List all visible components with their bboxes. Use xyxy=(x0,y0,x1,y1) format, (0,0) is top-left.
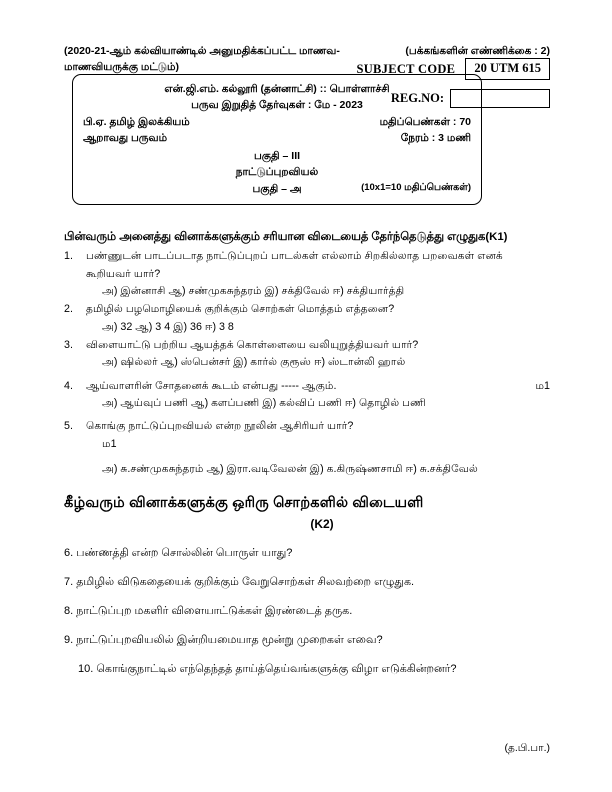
question-item xyxy=(64,301,550,318)
subject-title: நாட்டுப்புறவியல் xyxy=(235,166,319,179)
question-text: கொங்கு நாட்டுப்புறவியல் என்ற நூலின் ஆசிரியர் யார்? xyxy=(86,420,354,433)
page-count-label: (பக்கங்களின் எண்ணிக்கை : 2) xyxy=(405,45,550,57)
semester-name: ஆறாவது பருவம் xyxy=(83,131,168,144)
question-text: தமிழில் பழமொழியைக் குறிக்கும் சொற்கள் மொத்தம் எத்தனை? xyxy=(86,303,395,316)
question-body xyxy=(64,228,550,678)
question-options: அ) ஆய்வுப் பணி ஆ) களப்பணி இ) கல்விப் பணி ஈ) தொழில் பணி xyxy=(102,397,427,410)
question-mark: ம1 xyxy=(535,379,550,392)
question-options: அ) ஷில்லர் ஆ) ஸ்பென்சர் இ) கார்ல் குரூஸ் ஈ) ஸ்டான்லி ஹால் xyxy=(102,356,406,369)
question-text: ஆய்வாளரின் சோதனைக் கூடம் என்பது ----- ஆகும். xyxy=(86,379,337,392)
question-number: 1. xyxy=(64,250,73,263)
question-item xyxy=(64,418,550,435)
college-name: என்.ஜி.எம். கல்லூரி (தன்னாட்சி) :: பொள்ளாச்சி xyxy=(164,83,390,95)
question-options: அ) 32 ஆ) 3 4 இ) 36 ஈ) 3 8 xyxy=(102,320,234,333)
question-mark: ம1 xyxy=(102,437,117,450)
section-label: பகுதி – அ xyxy=(252,182,302,195)
question-item: 10. கொங்குநாட்டில் எந்தெந்தத் தாய்த்தெய்வங்களுக்கு விழா எடுக்கின்றனர்? xyxy=(78,662,457,675)
section-label-row xyxy=(83,181,471,197)
exam-session: பருவ இறுதித் தேர்வுகள் : மே - 2023 xyxy=(191,99,363,112)
question-item xyxy=(64,378,550,395)
question-number: 4. xyxy=(64,379,73,392)
question-item xyxy=(64,248,550,283)
question-number: 5. xyxy=(64,420,73,433)
question-text: பண்ணுடன் பாடப்படாத நாட்டுப்புறப் பாடல்கள் எல்லாம் சிறகில்லாத பறவைகள் எனக் கூறியவர் யார்? xyxy=(86,250,503,280)
footer-note: (த.பி.பா.) xyxy=(504,742,550,754)
academic-year-note: (2020-21-ஆம் கல்வியாண்டில் அனுமதிக்கப்பட்ட மாணவ-மாணவியருக்கு மட்டும்) xyxy=(64,45,340,73)
course-marks-row xyxy=(83,114,471,130)
section-b-title: கீழ்வரும் வினாக்களுக்கு ஒரிரு சொற்களில் விடையளி xyxy=(64,495,424,512)
question-item xyxy=(64,337,550,354)
subject-code-value: 20 UTM 615 xyxy=(465,58,550,80)
question-text: விளையாட்டு பற்றிய ஆயத்தக் கொள்ளையை வலியுறுத்தியவர் யார்? xyxy=(86,339,419,352)
regno-label: REG.NO: xyxy=(390,91,444,105)
section-marks: (10x1=10 மதிப்பெண்கள்) xyxy=(361,181,471,193)
question-item: 6. பண்ணத்தி என்ற சொல்லின் பொருள் யாது? xyxy=(64,547,293,560)
question-options: அ) இன்னாசி ஆ) சண்முகசுந்தரம் இ) சக்திவேல் ஈ) சக்தியார்த்தி xyxy=(102,285,405,298)
exam-duration: நேரம் : 3 மணி xyxy=(400,131,471,144)
question-number: 3. xyxy=(64,339,73,352)
semester-duration-row xyxy=(83,130,471,146)
part-label: பகுதி – III xyxy=(253,150,301,163)
section-a-instruction: பின்வரும் அனைத்து வினாக்களுக்கும் சரியான விடையைத் தேர்ந்தெடுத்து எழுதுக(K1) xyxy=(64,231,508,243)
college-info-box xyxy=(72,74,482,205)
question-item: 8. நாட்டுப்புற மகளிர் விளையாட்டுக்கள் இரண்டைத் தருக. xyxy=(64,604,353,617)
section-b-subtitle: (K2) xyxy=(310,516,334,531)
question-item: 7. தமிழில் விடுகதையைக் குறிக்கும் வேறுசொற்கள் சிலவற்றை எழுதுக. xyxy=(64,576,415,589)
subject-code-label: SUBJECT CODE xyxy=(356,61,456,76)
question-number: 2. xyxy=(64,303,73,316)
question-item: 9. நாட்டுப்புறவியலில் இன்றியமையாத மூன்று முறைகள் எவை? xyxy=(64,633,383,646)
course-name: பி.ஏ. தமிழ் இலக்கியம் xyxy=(83,115,190,128)
question-options: அ) சு.சண்முகசுந்தரம் ஆ) இரா.வடிவேலன் இ) க.கிருஷ்ணசாமி ஈ) சு.சக்திவேல் xyxy=(102,463,478,476)
max-marks: மதிப்பெண்கள் : 70 xyxy=(379,115,471,128)
